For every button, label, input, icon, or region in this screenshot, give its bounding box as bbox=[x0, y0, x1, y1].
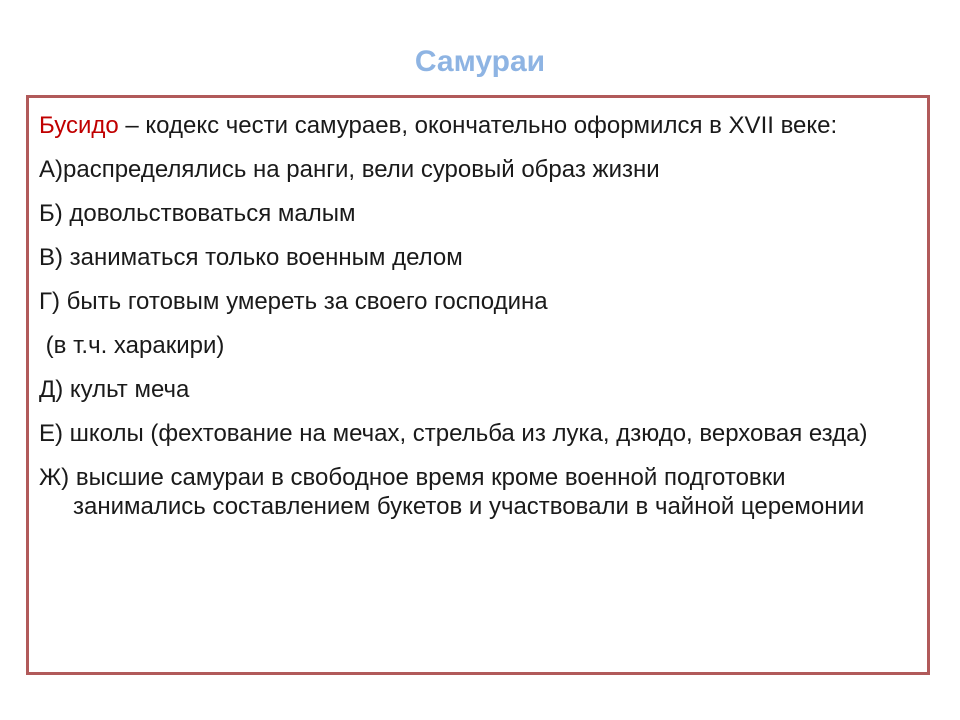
list-item-d: Д) культ меча bbox=[39, 376, 190, 403]
slide-title: Самураи bbox=[414, 45, 546, 78]
list-item-g: Г) быть готовым умереть за своего господина bbox=[39, 288, 548, 315]
list-item-zh: Ж) высшие самураи в свободное время кроме военной подготовки занимались составлением букетов и участвовали в чайной церемонии bbox=[39, 464, 865, 520]
intro-item bbox=[39, 111, 919, 140]
content-list bbox=[39, 111, 919, 536]
list-item-g-note: (в т.ч. харакири) bbox=[39, 332, 225, 359]
list-item-e: Е) школы (фехтование на мечах, стрельба из лука, дзюдо, верховая езда) bbox=[39, 420, 868, 447]
intro-text: – кодекс чести самураев, окончательно оформился в XVII веке: bbox=[118, 112, 838, 139]
list-item-b: Б) довольствоваться малым bbox=[39, 200, 356, 227]
list-item-v: В) заниматься только военным делом bbox=[39, 244, 463, 271]
bushido-term: Бусидо bbox=[39, 112, 119, 139]
content-box bbox=[26, 95, 930, 675]
list-item-a: А)распределялись на ранги, вели суровый образ жизни bbox=[39, 156, 660, 183]
